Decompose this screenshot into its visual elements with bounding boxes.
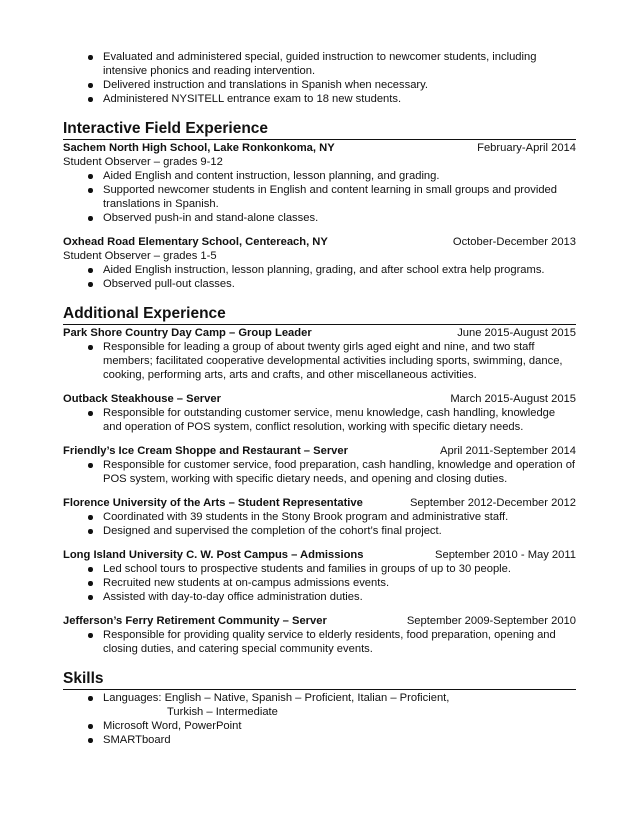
- list-item: Responsible for leading a group of about twenty girls aged eight and nine, and two staff members; facilitated cooperative developmental activities including sports, swimming, dance, cooking, performing arts, arts and crafts, and other miscellaneous activities.: [63, 340, 576, 382]
- list-item: Evaluated and administered special, guided instruction to newcomer students, including intensive phonics and reading intervention.: [63, 50, 576, 78]
- list-item: Delivered instruction and translations in Spanish when necessary.: [63, 78, 576, 92]
- list-item: Observed pull-out classes.: [63, 277, 576, 291]
- job-date: September 2012-December 2012: [409, 497, 576, 509]
- job-date: March 2015-August 2015: [450, 393, 576, 405]
- job-org: Oxhead Road Elementary School, Centereach, NY: [63, 236, 328, 248]
- job-date: June 2015-August 2015: [457, 327, 576, 339]
- job-org: Park Shore Country Day Camp – Group Leader: [63, 327, 312, 339]
- additional-job: [63, 548, 576, 604]
- job-org: Friendly’s Ice Cream Shoppe and Restaurant – Server: [63, 445, 348, 457]
- field-job: [63, 141, 576, 225]
- additional-job: [63, 392, 576, 434]
- languages-line: Languages: English – Native, Spanish – Proficient, Italian – Proficient,: [103, 692, 450, 704]
- list-item: Microsoft Word, PowerPoint: [63, 719, 576, 733]
- list-item: Responsible for customer service, food preparation, cash handling, knowledge and operation of POS system, working with specific dietary needs, and opening and closing duties.: [63, 458, 576, 486]
- job-role: Student Observer – grades 9-12: [63, 156, 223, 168]
- job-org: Florence University of the Arts – Student Representative: [63, 497, 363, 509]
- job-date: September 2009-September 2010: [406, 615, 576, 627]
- job-org: Sachem North High School, Lake Ronkonkoma, NY: [63, 142, 335, 154]
- list-item: Observed push-in and stand-alone classes.: [63, 211, 576, 225]
- additional-experience-section: [63, 305, 576, 656]
- job-org: Outback Steakhouse – Server: [63, 393, 221, 405]
- job-date: February-April 2014: [477, 142, 576, 154]
- list-item: Recruited new students at on-campus admissions events.: [63, 576, 576, 590]
- list-item: Supported newcomer students in English and content learning in small groups and provided translations in Spanish.: [63, 183, 576, 211]
- job-date: September 2010 - May 2011: [435, 549, 576, 561]
- job-role: Student Observer – grades 1-5: [63, 250, 217, 262]
- field-job: [63, 235, 576, 291]
- skills-section: [63, 670, 576, 747]
- list-item: Aided English and content instruction, lesson planning, and grading.: [63, 169, 576, 183]
- list-item: Designed and supervised the completion of the cohort’s final project.: [63, 524, 576, 538]
- additional-job: [63, 614, 576, 656]
- section-heading: Interactive Field Experience: [63, 120, 576, 140]
- list-item: Responsible for providing quality service to elderly residents, food preparation, opening and closing duties, and catering special community events.: [63, 628, 576, 656]
- list-item: Led school tours to prospective students and families in groups of up to 30 people.: [63, 562, 576, 576]
- resume-content: [63, 50, 576, 747]
- list-item: Administered NYSITELL entrance exam to 18 new students.: [63, 92, 576, 106]
- list-item: Assisted with day-to-day office administration duties.: [63, 590, 576, 604]
- top-bullet-list: [63, 50, 576, 106]
- languages-line-continued: Turkish – Intermediate: [167, 706, 278, 718]
- job-date: October-December 2013: [452, 236, 576, 248]
- section-heading: Additional Experience: [63, 305, 576, 325]
- additional-job: [63, 326, 576, 382]
- additional-job: [63, 444, 576, 486]
- job-org: Jefferson’s Ferry Retirement Community – Server: [63, 615, 327, 627]
- field-experience-section: [63, 120, 576, 291]
- additional-job: [63, 496, 576, 538]
- list-item: [63, 691, 576, 719]
- list-item: Responsible for outstanding customer service, menu knowledge, cash handling, knowledge and operation of POS system, conflict resolution, working with specific dietary needs.: [63, 406, 576, 434]
- list-item: Coordinated with 39 students in the Stony Brook program and administrative staff.: [63, 510, 576, 524]
- list-item: SMARTboard: [63, 733, 576, 747]
- list-item: Aided English instruction, lesson planning, grading, and after school extra help programs.: [63, 263, 576, 277]
- job-org: Long Island University C. W. Post Campus – Admissions: [63, 549, 364, 561]
- job-date: April 2011-September 2014: [440, 445, 576, 457]
- section-heading: Skills: [63, 670, 576, 690]
